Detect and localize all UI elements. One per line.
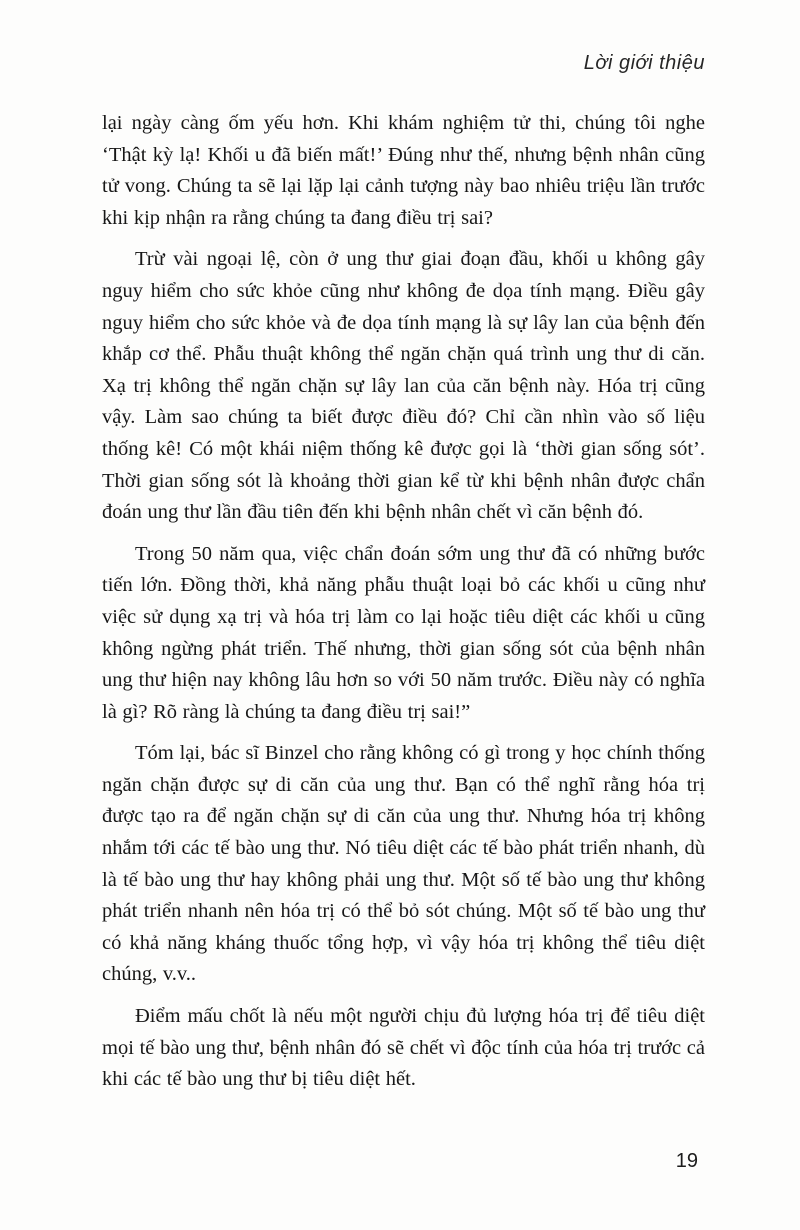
paragraph: Trong 50 năm qua, việc chẩn đoán sớm ung thư đã có những bước tiến lớn. Đồng thời, khả năng phẫu thuật loại bỏ các khối u cũng như việc sử dụng xạ trị và hóa trị làm co lại hoặc tiêu diệt các khối u cũng không ngừng phát triển. Thế nhưng, thời gian sống sót của bệnh nhân ung thư hiện nay không lâu hơn so với 50 năm trước. Điều này có nghĩa là gì? Rõ ràng là chúng ta đang điều trị sai!” [102,542,705,723]
page-number: 19 [675,1150,698,1172]
running-header: Lời giới thiệu [583,52,705,74]
paragraph: Trừ vài ngoại lệ, còn ở ung thư giai đoạn đầu, khối u không gây nguy hiểm cho sức khỏe cũng như không đe dọa tính mạng. Điều gây nguy hiểm cho sức khỏe và đe dọa tính mạng là sự lây lan của bệnh đến khắp cơ thể. Phẫu thuật không thể ngăn chặn quá trình ung thư di căn. Xạ trị không thể ngăn chặn sự lây lan của căn bệnh này. Hóa trị cũng vậy. Làm sao chúng ta biết được điều đó? Chỉ cần nhìn vào số liệu thống kê! Có một khái niệm thống kê được gọi là ‘thời gian sống sót’. Thời gian sống sót là khoảng thời gian kể từ khi bệnh nhân được chẩn đoán ung thư lần đầu tiên đến khi bệnh nhân chết vì căn bệnh đó. [102,248,705,524]
paragraph: Điểm mấu chốt là nếu một người chịu đủ lượng hóa trị để tiêu diệt mọi tế bào ung thư, bệnh nhân đó sẽ chết vì độc tính của hóa trị trước cả khi các tế bào ung thư bị tiêu diệt hết. [102,1005,705,1091]
body-text [102,108,705,1106]
paragraph: Tóm lại, bác sĩ Binzel cho rằng không có gì trong y học chính thống ngăn chặn được sự di căn của ung thư. Bạn có thể nghĩ rằng hóa trị được tạo ra để ngăn chặn sự di căn của ung thư. Nhưng hóa trị không nhắm tới các tế bào ung thư. Nó tiêu diệt các tế bào phát triển nhanh, dù là tế bào ung thư hay không phải ung thư. Một số tế bào ung thư không phát triển nhanh nên hóa trị có thể bỏ sót chúng. Một số tế bào ung thư có khả năng kháng thuốc tổng hợp, vì vậy hóa trị không thể tiêu diệt chúng, v.v.. [102,742,705,986]
paragraph: lại ngày càng ốm yếu hơn. Khi khám nghiệm tử thi, chúng tôi nghe ‘Thật kỳ lạ! Khối u đã biến mất!’ Đúng như thế, nhưng bệnh nhân cũng tử vong. Chúng ta sẽ lại lặp lại cảnh tượng này bao nhiêu triệu lần trước khi kịp nhận ra rằng chúng ta đang điều trị sai? [102,112,705,229]
